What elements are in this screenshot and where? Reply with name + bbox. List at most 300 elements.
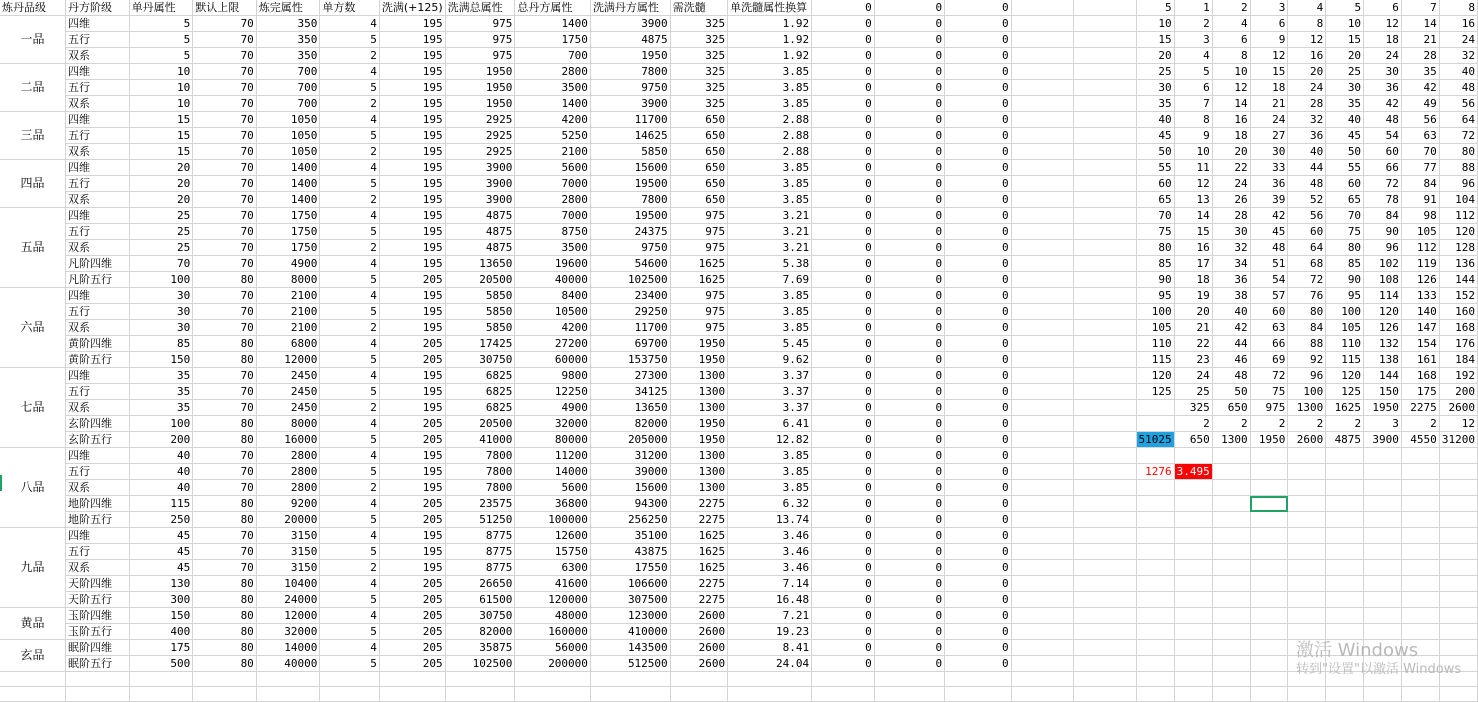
empty-cell[interactable] xyxy=(1288,687,1326,702)
empty-cell[interactable] xyxy=(1011,656,1073,672)
empty-cell[interactable] xyxy=(1011,112,1073,128)
table-cell[interactable]: 119 xyxy=(1401,256,1439,272)
data-cell[interactable]: 3.85 xyxy=(728,448,812,464)
zero-cell[interactable]: 0 xyxy=(812,48,875,64)
empty-cell[interactable] xyxy=(1074,176,1136,192)
column-header[interactable]: 洗满丹方属性 xyxy=(590,0,670,16)
zero-cell[interactable]: 0 xyxy=(812,128,875,144)
empty-cell[interactable] xyxy=(1074,304,1136,320)
table-cell[interactable]: 650 xyxy=(1174,432,1212,448)
tier-label[interactable]: 双系 xyxy=(66,96,130,112)
data-cell[interactable]: 300 xyxy=(129,592,193,608)
table-cell[interactable]: 80 xyxy=(1136,240,1174,256)
data-cell[interactable]: 2 xyxy=(320,480,379,496)
table-cell[interactable]: 95 xyxy=(1326,288,1364,304)
data-cell[interactable]: 80000 xyxy=(515,432,591,448)
data-cell[interactable]: 2 xyxy=(320,144,379,160)
empty-cell[interactable] xyxy=(1074,576,1136,592)
empty-cell[interactable] xyxy=(1212,448,1250,464)
data-cell[interactable]: 195 xyxy=(379,80,445,96)
data-cell[interactable]: 5250 xyxy=(515,128,591,144)
empty-cell[interactable] xyxy=(1074,192,1136,208)
table-cell[interactable]: 5 xyxy=(1136,0,1174,16)
empty-cell[interactable] xyxy=(445,672,515,687)
data-cell[interactable]: 5850 xyxy=(445,288,515,304)
data-cell[interactable]: 1400 xyxy=(515,16,591,32)
tier-label[interactable]: 五行 xyxy=(66,128,130,144)
empty-cell[interactable] xyxy=(1212,687,1250,702)
table-cell[interactable]: 6 xyxy=(1250,16,1288,32)
table-cell[interactable]: 27 xyxy=(1250,128,1288,144)
tier-label[interactable]: 双系 xyxy=(66,144,130,160)
empty-cell[interactable] xyxy=(1074,400,1136,416)
zero-cell[interactable]: 0 xyxy=(874,160,944,176)
data-cell[interactable]: 195 xyxy=(379,528,445,544)
data-cell[interactable]: 1950 xyxy=(670,336,727,352)
table-cell[interactable]: 120 xyxy=(1326,368,1364,384)
empty-cell[interactable] xyxy=(945,687,1012,702)
data-cell[interactable]: 195 xyxy=(379,368,445,384)
data-cell[interactable]: 5.45 xyxy=(728,336,812,352)
table-cell[interactable]: 7 xyxy=(1174,96,1212,112)
empty-cell[interactable] xyxy=(1074,512,1136,528)
empty-cell[interactable] xyxy=(1174,608,1212,624)
data-cell[interactable]: 106600 xyxy=(590,576,670,592)
data-cell[interactable]: 205 xyxy=(379,656,445,672)
table-cell[interactable]: 84 xyxy=(1288,320,1326,336)
data-cell[interactable]: 27300 xyxy=(590,368,670,384)
data-cell[interactable]: 70 xyxy=(193,464,257,480)
table-cell[interactable]: 66 xyxy=(1364,160,1402,176)
tier-label[interactable]: 五行 xyxy=(66,464,130,480)
table-cell[interactable]: 18 xyxy=(1212,128,1250,144)
data-cell[interactable]: 12.82 xyxy=(728,432,812,448)
table-cell[interactable]: 11 xyxy=(1174,160,1212,176)
data-cell[interactable]: 12000 xyxy=(256,352,320,368)
table-cell[interactable]: 126 xyxy=(1401,272,1439,288)
table-cell[interactable]: 88 xyxy=(1288,336,1326,352)
table-cell[interactable]: 20 xyxy=(1174,304,1212,320)
table-cell[interactable]: 54 xyxy=(1364,128,1402,144)
empty-cell[interactable] xyxy=(874,672,944,687)
data-cell[interactable]: 5 xyxy=(320,432,379,448)
empty-cell[interactable] xyxy=(1212,624,1250,640)
data-cell[interactable]: 31200 xyxy=(590,448,670,464)
data-cell[interactable]: 4 xyxy=(320,336,379,352)
data-cell[interactable]: 1750 xyxy=(256,240,320,256)
data-cell[interactable]: 35 xyxy=(129,400,193,416)
data-cell[interactable]: 15600 xyxy=(590,160,670,176)
tier-label[interactable]: 双系 xyxy=(66,480,130,496)
data-cell[interactable]: 3.85 xyxy=(728,160,812,176)
table-cell[interactable]: 1300 xyxy=(1212,432,1250,448)
empty-cell[interactable] xyxy=(1136,576,1174,592)
empty-cell[interactable] xyxy=(1074,608,1136,624)
empty-cell[interactable] xyxy=(1074,672,1136,687)
table-cell[interactable]: 138 xyxy=(1364,352,1402,368)
empty-cell[interactable] xyxy=(1250,464,1288,480)
table-cell[interactable]: 1950 xyxy=(1364,400,1402,416)
data-cell[interactable]: 70 xyxy=(193,256,257,272)
empty-cell[interactable] xyxy=(1288,528,1326,544)
data-cell[interactable]: 5600 xyxy=(515,160,591,176)
empty-cell[interactable] xyxy=(1074,352,1136,368)
table-cell[interactable]: 28 xyxy=(1212,208,1250,224)
total-cell-highlighted[interactable]: 51025 xyxy=(1136,432,1174,448)
data-cell[interactable]: 3.21 xyxy=(728,224,812,240)
tier-label[interactable]: 四维 xyxy=(66,288,130,304)
data-cell[interactable]: 5 xyxy=(320,176,379,192)
empty-cell[interactable] xyxy=(1250,608,1288,624)
data-cell[interactable]: 70 xyxy=(193,80,257,96)
zero-cell[interactable]: 0 xyxy=(945,192,1012,208)
empty-cell[interactable] xyxy=(1401,656,1439,672)
table-cell[interactable]: 60 xyxy=(1288,224,1326,240)
data-cell[interactable]: 2925 xyxy=(445,128,515,144)
data-cell[interactable]: 2800 xyxy=(256,480,320,496)
empty-cell[interactable] xyxy=(1011,416,1073,432)
empty-cell[interactable] xyxy=(1250,544,1288,560)
data-cell[interactable]: 195 xyxy=(379,144,445,160)
data-cell[interactable]: 2275 xyxy=(670,592,727,608)
data-cell[interactable]: 13.74 xyxy=(728,512,812,528)
data-cell[interactable]: 61500 xyxy=(445,592,515,608)
tier-label[interactable]: 玄阶四维 xyxy=(66,416,130,432)
grade-label[interactable]: 黄品 xyxy=(0,608,66,640)
table-cell[interactable]: 48 xyxy=(1212,368,1250,384)
table-cell[interactable]: 24 xyxy=(1439,32,1477,48)
data-cell[interactable]: 10 xyxy=(129,96,193,112)
table-cell[interactable]: 25 xyxy=(1326,64,1364,80)
table-cell[interactable]: 18 xyxy=(1364,32,1402,48)
zero-cell[interactable]: 0 xyxy=(874,432,944,448)
tier-label[interactable]: 双系 xyxy=(66,320,130,336)
tier-label[interactable]: 五行 xyxy=(66,304,130,320)
table-cell[interactable]: 96 xyxy=(1439,176,1477,192)
data-cell[interactable]: 70 xyxy=(193,16,257,32)
data-cell[interactable]: 15 xyxy=(129,112,193,128)
table-cell[interactable]: 10 xyxy=(1174,144,1212,160)
zero-cell[interactable]: 0 xyxy=(812,496,875,512)
data-cell[interactable]: 9.62 xyxy=(728,352,812,368)
empty-cell[interactable] xyxy=(1011,528,1073,544)
zero-cell[interactable]: 0 xyxy=(945,208,1012,224)
data-cell[interactable]: 650 xyxy=(670,192,727,208)
tier-label[interactable]: 五行 xyxy=(66,544,130,560)
zero-cell[interactable]: 0 xyxy=(812,336,875,352)
empty-cell[interactable] xyxy=(1401,528,1439,544)
data-cell[interactable]: 205 xyxy=(379,592,445,608)
table-cell[interactable]: 21 xyxy=(1401,32,1439,48)
empty-cell[interactable] xyxy=(1288,480,1326,496)
data-cell[interactable]: 24000 xyxy=(256,592,320,608)
data-cell[interactable]: 5 xyxy=(320,544,379,560)
table-cell[interactable]: 45 xyxy=(1326,128,1364,144)
empty-cell[interactable] xyxy=(66,687,130,702)
data-cell[interactable]: 3500 xyxy=(515,240,591,256)
empty-cell[interactable] xyxy=(1250,640,1288,656)
data-cell[interactable]: 1625 xyxy=(670,560,727,576)
data-cell[interactable]: 195 xyxy=(379,16,445,32)
zero-cell[interactable]: 0 xyxy=(812,32,875,48)
table-cell[interactable]: 14 xyxy=(1212,96,1250,112)
data-cell[interactable]: 4 xyxy=(320,16,379,32)
data-cell[interactable]: 9750 xyxy=(590,240,670,256)
data-cell[interactable]: 5850 xyxy=(590,144,670,160)
table-cell[interactable]: 36 xyxy=(1288,128,1326,144)
tier-label[interactable]: 双系 xyxy=(66,240,130,256)
data-cell[interactable]: 25 xyxy=(129,240,193,256)
data-cell[interactable]: 3900 xyxy=(445,192,515,208)
empty-cell[interactable] xyxy=(1326,576,1364,592)
empty-cell[interactable] xyxy=(1136,687,1174,702)
tier-label[interactable]: 双系 xyxy=(66,560,130,576)
data-cell[interactable]: 2925 xyxy=(445,144,515,160)
empty-cell[interactable] xyxy=(1288,672,1326,687)
data-cell[interactable]: 6825 xyxy=(445,368,515,384)
table-cell[interactable]: 21 xyxy=(1174,320,1212,336)
table-cell[interactable]: 112 xyxy=(1439,208,1477,224)
data-cell[interactable]: 3150 xyxy=(256,560,320,576)
column-header[interactable]: 需洗髓 xyxy=(670,0,727,16)
empty-cell[interactable] xyxy=(1011,272,1073,288)
table-cell[interactable]: 22 xyxy=(1174,336,1212,352)
selected-cell[interactable] xyxy=(1250,496,1288,512)
data-cell[interactable]: 82000 xyxy=(445,624,515,640)
zero-cell[interactable]: 0 xyxy=(945,592,1012,608)
table-cell[interactable]: 55 xyxy=(1326,160,1364,176)
empty-cell[interactable] xyxy=(874,687,944,702)
data-cell[interactable]: 1750 xyxy=(256,224,320,240)
tier-label[interactable]: 黄阶四维 xyxy=(66,336,130,352)
table-cell[interactable]: 6 xyxy=(1212,32,1250,48)
data-cell[interactable]: 350 xyxy=(256,16,320,32)
empty-cell[interactable] xyxy=(1011,64,1073,80)
data-cell[interactable]: 2.88 xyxy=(728,144,812,160)
zero-cell[interactable]: 0 xyxy=(945,656,1012,672)
empty-cell[interactable] xyxy=(256,687,320,702)
data-cell[interactable]: 70 xyxy=(193,208,257,224)
empty-cell[interactable] xyxy=(1174,512,1212,528)
table-cell[interactable]: 150 xyxy=(1364,384,1402,400)
data-cell[interactable]: 7800 xyxy=(445,464,515,480)
data-cell[interactable]: 205 xyxy=(379,432,445,448)
table-cell[interactable]: 32 xyxy=(1212,240,1250,256)
data-cell[interactable]: 1625 xyxy=(670,528,727,544)
empty-cell[interactable] xyxy=(590,672,670,687)
table-cell[interactable]: 90 xyxy=(1364,224,1402,240)
table-cell[interactable]: 36 xyxy=(1250,176,1288,192)
empty-cell[interactable] xyxy=(1174,624,1212,640)
empty-cell[interactable] xyxy=(1401,464,1439,480)
data-cell[interactable]: 2275 xyxy=(670,512,727,528)
empty-cell[interactable] xyxy=(1136,672,1174,687)
empty-cell[interactable] xyxy=(1212,528,1250,544)
table-cell[interactable]: 7 xyxy=(1401,0,1439,16)
data-cell[interactable]: 2600 xyxy=(670,624,727,640)
zero-cell[interactable]: 0 xyxy=(945,256,1012,272)
table-cell[interactable]: 31200 xyxy=(1439,432,1477,448)
empty-cell[interactable] xyxy=(670,672,727,687)
empty-cell[interactable] xyxy=(1074,544,1136,560)
table-cell[interactable]: 3 xyxy=(1364,416,1402,432)
table-cell[interactable]: 12 xyxy=(1288,32,1326,48)
data-cell[interactable]: 650 xyxy=(670,160,727,176)
data-cell[interactable]: 256250 xyxy=(590,512,670,528)
empty-cell[interactable] xyxy=(1326,640,1364,656)
table-cell[interactable]: 8 xyxy=(1288,16,1326,32)
table-cell[interactable]: 60 xyxy=(1250,304,1288,320)
empty-cell[interactable] xyxy=(1011,496,1073,512)
empty-cell[interactable] xyxy=(1439,624,1477,640)
table-cell[interactable]: 152 xyxy=(1439,288,1477,304)
tier-label[interactable]: 四维 xyxy=(66,448,130,464)
table-cell[interactable]: 72 xyxy=(1439,128,1477,144)
empty-cell[interactable] xyxy=(1288,608,1326,624)
data-cell[interactable]: 7800 xyxy=(445,480,515,496)
empty-cell[interactable] xyxy=(1401,512,1439,528)
data-cell[interactable]: 2925 xyxy=(445,112,515,128)
data-cell[interactable]: 195 xyxy=(379,32,445,48)
data-cell[interactable]: 1625 xyxy=(670,544,727,560)
data-cell[interactable]: 26650 xyxy=(445,576,515,592)
table-cell[interactable]: 30 xyxy=(1326,80,1364,96)
table-cell[interactable]: 22 xyxy=(1212,160,1250,176)
data-cell[interactable]: 5 xyxy=(320,224,379,240)
table-cell[interactable]: 112 xyxy=(1401,240,1439,256)
data-cell[interactable]: 3150 xyxy=(256,528,320,544)
table-cell[interactable]: 2600 xyxy=(1439,400,1477,416)
data-cell[interactable]: 3.85 xyxy=(728,64,812,80)
table-cell[interactable]: 1625 xyxy=(1326,400,1364,416)
empty-cell[interactable] xyxy=(1401,687,1439,702)
table-cell[interactable]: 108 xyxy=(1364,272,1402,288)
column-header[interactable]: 丹方阶级 xyxy=(66,0,130,16)
tier-label[interactable]: 玄阶五行 xyxy=(66,432,130,448)
zero-cell[interactable]: 0 xyxy=(945,464,1012,480)
table-cell[interactable]: 68 xyxy=(1288,256,1326,272)
table-cell[interactable]: 35 xyxy=(1136,96,1174,112)
data-cell[interactable]: 70 xyxy=(193,112,257,128)
table-cell[interactable]: 24 xyxy=(1212,176,1250,192)
empty-cell[interactable] xyxy=(1439,687,1477,702)
empty-cell[interactable] xyxy=(1011,144,1073,160)
data-cell[interactable]: 35 xyxy=(129,368,193,384)
table-cell[interactable]: 46 xyxy=(1212,352,1250,368)
zero-cell[interactable]: 0 xyxy=(812,512,875,528)
tier-label[interactable]: 四维 xyxy=(66,528,130,544)
table-cell[interactable]: 2 xyxy=(1326,416,1364,432)
data-cell[interactable]: 975 xyxy=(670,288,727,304)
data-cell[interactable]: 195 xyxy=(379,112,445,128)
empty-cell[interactable] xyxy=(1326,512,1364,528)
empty-cell[interactable] xyxy=(379,687,445,702)
empty-cell[interactable] xyxy=(1011,640,1073,656)
data-cell[interactable]: 115 xyxy=(129,496,193,512)
empty-cell[interactable] xyxy=(1074,384,1136,400)
table-cell[interactable]: 42 xyxy=(1364,96,1402,112)
data-cell[interactable]: 3.85 xyxy=(728,96,812,112)
empty-cell[interactable] xyxy=(445,687,515,702)
table-cell[interactable]: 2 xyxy=(1288,416,1326,432)
zero-cell[interactable]: 0 xyxy=(874,256,944,272)
data-cell[interactable]: 700 xyxy=(515,48,591,64)
empty-cell[interactable] xyxy=(1011,176,1073,192)
table-cell[interactable]: 65 xyxy=(1326,192,1364,208)
zero-cell[interactable]: 0 xyxy=(945,512,1012,528)
empty-cell[interactable] xyxy=(66,672,130,687)
table-cell[interactable]: 51 xyxy=(1250,256,1288,272)
empty-cell[interactable] xyxy=(1011,400,1073,416)
empty-cell[interactable] xyxy=(1011,576,1073,592)
table-cell[interactable]: 2 xyxy=(1250,416,1288,432)
data-cell[interactable]: 4200 xyxy=(515,112,591,128)
data-cell[interactable]: 16000 xyxy=(256,432,320,448)
zero-cell[interactable]: 0 xyxy=(945,496,1012,512)
data-cell[interactable]: 23575 xyxy=(445,496,515,512)
data-cell[interactable]: 205 xyxy=(379,608,445,624)
zero-cell[interactable]: 0 xyxy=(874,272,944,288)
table-cell[interactable]: 104 xyxy=(1439,192,1477,208)
data-cell[interactable]: 70 xyxy=(193,304,257,320)
data-cell[interactable]: 80 xyxy=(193,512,257,528)
empty-cell[interactable] xyxy=(1288,464,1326,480)
data-cell[interactable]: 975 xyxy=(670,240,727,256)
empty-cell[interactable] xyxy=(1250,687,1288,702)
empty-cell[interactable] xyxy=(1212,464,1250,480)
data-cell[interactable]: 70 xyxy=(193,224,257,240)
data-cell[interactable]: 70 xyxy=(193,448,257,464)
zero-cell[interactable]: 0 xyxy=(874,0,944,16)
zero-cell[interactable]: 0 xyxy=(812,208,875,224)
data-cell[interactable]: 3900 xyxy=(590,16,670,32)
data-cell[interactable]: 25 xyxy=(129,224,193,240)
data-cell[interactable]: 24375 xyxy=(590,224,670,240)
empty-cell[interactable] xyxy=(1174,687,1212,702)
data-cell[interactable]: 2 xyxy=(320,192,379,208)
data-cell[interactable]: 1300 xyxy=(670,448,727,464)
grade-label[interactable]: 七品 xyxy=(0,368,66,448)
data-cell[interactable]: 43875 xyxy=(590,544,670,560)
empty-cell[interactable] xyxy=(1074,16,1136,32)
empty-cell[interactable] xyxy=(1401,608,1439,624)
data-cell[interactable]: 70 xyxy=(193,64,257,80)
table-cell[interactable]: 120 xyxy=(1439,224,1477,240)
data-cell[interactable]: 41000 xyxy=(445,432,515,448)
tier-label[interactable]: 地阶五行 xyxy=(66,512,130,528)
data-cell[interactable]: 70 xyxy=(193,480,257,496)
zero-cell[interactable]: 0 xyxy=(874,384,944,400)
data-cell[interactable]: 4 xyxy=(320,208,379,224)
zero-cell[interactable]: 0 xyxy=(874,112,944,128)
empty-cell[interactable] xyxy=(1364,687,1402,702)
empty-cell[interactable] xyxy=(1074,32,1136,48)
zero-cell[interactable]: 0 xyxy=(945,48,1012,64)
empty-cell[interactable] xyxy=(1326,464,1364,480)
empty-cell[interactable] xyxy=(1011,256,1073,272)
table-cell[interactable]: 8 xyxy=(1174,112,1212,128)
data-cell[interactable]: 1050 xyxy=(256,144,320,160)
data-cell[interactable]: 700 xyxy=(256,80,320,96)
data-cell[interactable]: 5 xyxy=(320,304,379,320)
data-cell[interactable]: 32000 xyxy=(256,624,320,640)
data-cell[interactable]: 7800 xyxy=(590,192,670,208)
empty-cell[interactable] xyxy=(1326,496,1364,512)
data-cell[interactable]: 975 xyxy=(445,48,515,64)
empty-cell[interactable] xyxy=(1011,464,1073,480)
zero-cell[interactable]: 0 xyxy=(812,160,875,176)
empty-cell[interactable] xyxy=(1288,656,1326,672)
